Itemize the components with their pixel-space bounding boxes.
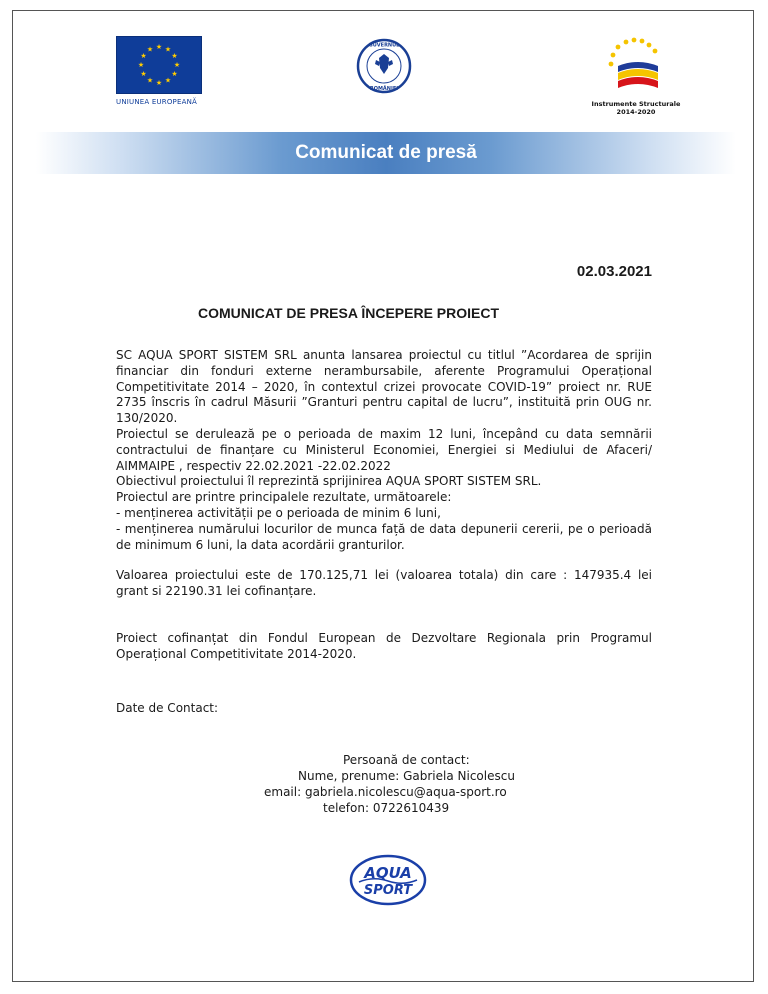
structural-instruments-title: Instrumente Structurale <box>591 100 681 108</box>
press-release-banner <box>36 132 736 174</box>
value-paragraph: Valoarea proiectului este de 170.125,71 lei (valoarea totala) din care : 147935.4 lei grant si 22190.31 lei cofinanțare. <box>116 568 652 599</box>
intro-paragraph: SC AQUA SPORT SISTEM SRL anunta lansarea proiectul cu titlul ”Acordarea de sprijin financiar din fonduri externe nerambursabile, aferente Programului Operațional Competitivitate 2014 – 2020, în contextul crizei provocate COVID-19” proiect nr. RUE 2735 înscris în cadrul Măsurii ”Granturi pentru capital de lucru”, instituită prin OUG nr. 130/2020. <box>116 348 652 426</box>
svg-text:★: ★ <box>173 61 181 69</box>
svg-text:★: ★ <box>146 76 154 85</box>
eu-logo <box>116 36 202 106</box>
cofinance-paragraph: Proiect cofinanțat din Fondul European de Dezvoltare Regionala prin Programul Operațional Competitivitate 2014-2020. <box>116 630 652 661</box>
svg-text:★: ★ <box>164 45 172 54</box>
structural-instruments-icon <box>604 36 668 96</box>
result-item: - menținerea numărului locurilor de munca față de data depunerii cererii, pe o perioadă de minimum 6 luni, la data acordării granturilor. <box>116 521 652 552</box>
structural-instruments-years: 2014-2020 <box>616 108 656 116</box>
government-seal-icon <box>356 38 412 94</box>
svg-text:★: ★ <box>164 76 172 85</box>
aqua-sport-logo-icon <box>349 854 427 906</box>
svg-text:★: ★ <box>171 70 178 78</box>
structural-instruments-logo <box>586 36 686 116</box>
result-item: - menținerea activității pe o perioada de minim 6 luni, <box>116 505 441 520</box>
period-paragraph: Proiectul se derulează pe o perioada de maxim 12 luni, începând cu data semnării contractului de finanțare cu Ministerul Economiei, Energiei si Mediului de Afaceri/ AIMMAIPE , respectiv 22.02.2021 -22.02.2022 <box>116 426 652 473</box>
contact-label: Persoană de contact: <box>343 753 470 767</box>
svg-text:★: ★ <box>171 52 178 60</box>
contact-phone: telefon: 0722610439 <box>323 801 450 815</box>
objective-paragraph: Obiectivul proiectului îl reprezintă sprijinirea AQUA SPORT SISTEM SRL. <box>116 474 542 489</box>
svg-text:★: ★ <box>140 52 147 60</box>
svg-text:★: ★ <box>137 61 145 69</box>
svg-text:★: ★ <box>140 70 147 78</box>
svg-text:GUVERNUL: GUVERNUL <box>368 42 400 49</box>
svg-text:SPORT: SPORT <box>363 883 413 898</box>
banner-title: Comunicat de presă <box>295 142 477 163</box>
contact-name: Nume, prenume: Gabriela Nicolescu <box>298 769 515 783</box>
document-title: COMUNICAT DE PRESA ÎNCEPERE PROIECT <box>198 305 500 321</box>
svg-text:AQUA: AQUA <box>364 864 412 882</box>
svg-text:★: ★ <box>155 43 163 51</box>
results-intro: Proiectul are printre principalele rezultate, următoarele: <box>116 490 452 505</box>
svg-text:★: ★ <box>155 79 163 87</box>
contact-email: email: gabriela.nicolescu@aqua-sport.ro <box>264 785 507 799</box>
svg-text:★: ★ <box>146 45 154 54</box>
body-text <box>116 348 652 716</box>
svg-text:ROMÂNIEI: ROMÂNIEI <box>369 86 399 92</box>
contact-block <box>250 752 515 816</box>
contact-heading: Date de Contact: <box>116 700 219 715</box>
release-date: 02.03.2021 <box>576 263 652 280</box>
eu-label: UNIUNEA EUROPEANĂ <box>116 98 197 106</box>
eu-flag-icon <box>116 36 202 94</box>
